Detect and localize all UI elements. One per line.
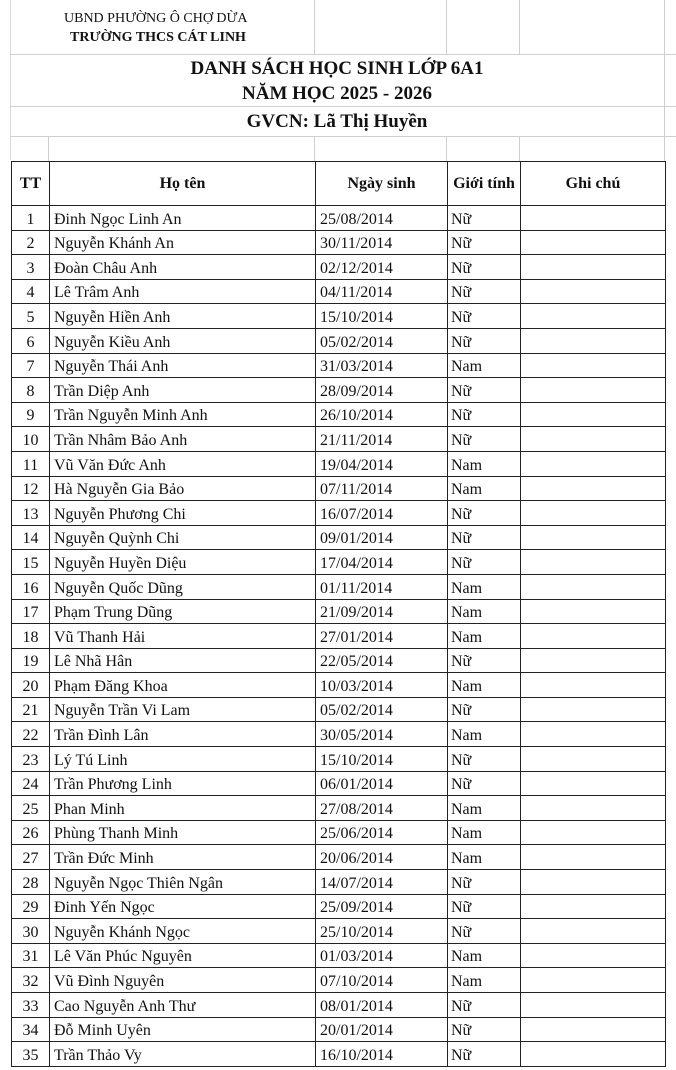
gridline — [519, 0, 520, 55]
cell-note — [521, 919, 666, 944]
cell-name: Nguyễn Huyền Diệu — [50, 550, 316, 575]
cell-tt: 19 — [12, 648, 50, 673]
table-row — [12, 525, 666, 550]
cell-dob: 27/08/2014 — [316, 796, 448, 821]
cell-tt: 3 — [12, 255, 50, 280]
cell-note — [521, 697, 666, 722]
cell-note — [521, 353, 666, 378]
gridline — [10, 54, 676, 55]
table-row — [12, 476, 666, 501]
cell-tt: 14 — [12, 525, 50, 550]
cell-tt: 25 — [12, 796, 50, 821]
table-row — [12, 574, 666, 599]
cell-note — [521, 894, 666, 919]
cell-dob: 07/11/2014 — [316, 476, 448, 501]
cell-note — [521, 599, 666, 624]
cell-gender: Nữ — [448, 402, 521, 427]
cell-note — [521, 501, 666, 526]
school-name: TRƯỜNG THCS CÁT LINH — [70, 30, 246, 45]
cell-dob: 25/09/2014 — [316, 894, 448, 919]
cell-gender: Nam — [448, 574, 521, 599]
cell-note — [521, 525, 666, 550]
cell-note — [521, 402, 666, 427]
cell-note — [521, 747, 666, 772]
cell-gender: Nam — [448, 673, 521, 698]
cell-dob: 04/11/2014 — [316, 279, 448, 304]
cell-name: Trần Đức Minh — [50, 845, 316, 870]
org-authority: UBND PHƯỜNG Ô CHỢ DỪA — [64, 11, 248, 26]
cell-name: Đinh Ngọc Linh An — [50, 206, 316, 231]
cell-dob: 25/06/2014 — [316, 820, 448, 845]
cell-note — [521, 845, 666, 870]
cell-dob: 27/01/2014 — [316, 624, 448, 649]
cell-name: Hà Nguyễn Gia Bảo — [50, 476, 316, 501]
cell-dob: 28/09/2014 — [316, 378, 448, 403]
cell-dob: 25/08/2014 — [316, 206, 448, 231]
cell-tt: 34 — [12, 1017, 50, 1042]
cell-tt: 10 — [12, 427, 50, 452]
cell-dob: 02/12/2014 — [316, 255, 448, 280]
cell-note — [521, 968, 666, 993]
cell-dob: 10/03/2014 — [316, 673, 448, 698]
cell-gender: Nữ — [448, 206, 521, 231]
homeroom-teacher: GVCN: Lã Thị Huyền — [246, 111, 428, 132]
cell-tt: 33 — [12, 993, 50, 1018]
cell-name: Lê Văn Phúc Nguyên — [50, 943, 316, 968]
cell-tt: 2 — [12, 230, 50, 255]
cell-tt: 11 — [12, 451, 50, 476]
table-row — [12, 501, 666, 526]
cell-tt: 6 — [12, 328, 50, 353]
cell-name: Nguyễn Trần Vi Lam — [50, 697, 316, 722]
cell-name: Nguyễn Ngọc Thiên Ngân — [50, 870, 316, 895]
table-row — [12, 279, 666, 304]
table-row — [12, 722, 666, 747]
table-row — [12, 328, 666, 353]
cell-gender: Nam — [448, 943, 521, 968]
cell-tt: 17 — [12, 599, 50, 624]
cell-tt: 24 — [12, 771, 50, 796]
cell-gender: Nữ — [448, 501, 521, 526]
cell-gender: Nam — [448, 820, 521, 845]
cell-tt: 16 — [12, 574, 50, 599]
gridline — [519, 137, 520, 161]
table-row — [12, 796, 666, 821]
cell-dob: 08/01/2014 — [316, 993, 448, 1018]
cell-name: Trần Thảo Vy — [50, 1042, 316, 1067]
table-row — [12, 206, 666, 231]
cell-note — [521, 427, 666, 452]
cell-tt: 31 — [12, 943, 50, 968]
cell-dob: 21/11/2014 — [316, 427, 448, 452]
cell-note — [521, 574, 666, 599]
table-row — [12, 624, 666, 649]
cell-tt: 26 — [12, 820, 50, 845]
cell-note — [521, 1017, 666, 1042]
cell-tt: 22 — [12, 722, 50, 747]
cell-dob: 01/11/2014 — [316, 574, 448, 599]
cell-name: Trần Nguyễn Minh Anh — [50, 402, 316, 427]
cell-name: Nguyễn Hiền Anh — [50, 304, 316, 329]
cell-gender: Nữ — [448, 1042, 521, 1067]
cell-name: Đỗ Minh Uyên — [50, 1017, 316, 1042]
cell-gender: Nam — [448, 451, 521, 476]
cell-dob: 30/11/2014 — [316, 230, 448, 255]
cell-note — [521, 796, 666, 821]
cell-tt: 29 — [12, 894, 50, 919]
cell-name: Phạm Trung Dũng — [50, 599, 316, 624]
cell-tt: 32 — [12, 968, 50, 993]
gridline — [10, 106, 676, 107]
table-row — [12, 402, 666, 427]
col-header-notes: Ghi chú — [521, 162, 666, 206]
cell-name: Phùng Thanh Minh — [50, 820, 316, 845]
document-title: DANH SÁCH HỌC SINH LỚP 6A1 — [190, 58, 484, 79]
cell-note — [521, 870, 666, 895]
cell-tt: 35 — [12, 1042, 50, 1067]
gridline — [10, 136, 676, 137]
cell-name: Phạm Đăng Khoa — [50, 673, 316, 698]
cell-name: Nguyễn Quốc Dũng — [50, 574, 316, 599]
cell-gender: Nữ — [448, 747, 521, 772]
table-row — [12, 845, 666, 870]
cell-dob: 30/05/2014 — [316, 722, 448, 747]
cell-tt: 20 — [12, 673, 50, 698]
table-row — [12, 599, 666, 624]
table-row — [12, 870, 666, 895]
cell-dob: 22/05/2014 — [316, 648, 448, 673]
col-header-name: Họ tên — [50, 162, 316, 206]
cell-note — [521, 624, 666, 649]
table-row — [12, 993, 666, 1018]
cell-name: Phan Minh — [50, 796, 316, 821]
cell-note — [521, 328, 666, 353]
cell-gender: Nữ — [448, 427, 521, 452]
gridline — [48, 137, 49, 161]
cell-name: Vũ Đình Nguyên — [50, 968, 316, 993]
cell-dob: 20/01/2014 — [316, 1017, 448, 1042]
table-row — [12, 304, 666, 329]
cell-tt: 5 — [12, 304, 50, 329]
cell-tt: 13 — [12, 501, 50, 526]
cell-tt: 27 — [12, 845, 50, 870]
col-header-dob: Ngày sinh — [316, 162, 448, 206]
table-row — [12, 673, 666, 698]
cell-tt: 4 — [12, 279, 50, 304]
cell-gender: Nữ — [448, 230, 521, 255]
cell-tt: 12 — [12, 476, 50, 501]
cell-note — [521, 722, 666, 747]
table-body — [12, 206, 666, 1067]
cell-name: Nguyễn Quỳnh Chi — [50, 525, 316, 550]
cell-gender: Nữ — [448, 304, 521, 329]
table-row — [12, 1017, 666, 1042]
cell-note — [521, 255, 666, 280]
cell-gender: Nữ — [448, 279, 521, 304]
table-row — [12, 894, 666, 919]
cell-dob: 15/10/2014 — [316, 747, 448, 772]
cell-gender: Nam — [448, 476, 521, 501]
cell-name: Nguyễn Phương Chi — [50, 501, 316, 526]
cell-name: Lê Nhã Hân — [50, 648, 316, 673]
cell-note — [521, 378, 666, 403]
cell-gender: Nữ — [448, 378, 521, 403]
cell-dob: 21/09/2014 — [316, 599, 448, 624]
cell-name: Lê Trâm Anh — [50, 279, 316, 304]
cell-note — [521, 673, 666, 698]
cell-tt: 28 — [12, 870, 50, 895]
cell-gender: Nữ — [448, 870, 521, 895]
cell-name: Cao Nguyễn Anh Thư — [50, 993, 316, 1018]
table-row — [12, 771, 666, 796]
cell-name: Trần Diệp Anh — [50, 378, 316, 403]
cell-note — [521, 206, 666, 231]
cell-name: Vũ Văn Đức Anh — [50, 451, 316, 476]
table-row — [12, 230, 666, 255]
cell-tt: 18 — [12, 624, 50, 649]
cell-name: Đinh Yến Ngọc — [50, 894, 316, 919]
table-row — [12, 943, 666, 968]
cell-dob: 05/02/2014 — [316, 328, 448, 353]
cell-gender: Nữ — [448, 919, 521, 944]
cell-name: Nguyễn Khánh Ngọc — [50, 919, 316, 944]
cell-gender: Nữ — [448, 697, 521, 722]
cell-dob: 19/04/2014 — [316, 451, 448, 476]
table-row — [12, 968, 666, 993]
cell-gender: Nữ — [448, 894, 521, 919]
cell-name: Trần Đình Lân — [50, 722, 316, 747]
cell-note — [521, 451, 666, 476]
cell-name: Đoàn Châu Anh — [50, 255, 316, 280]
cell-note — [521, 304, 666, 329]
cell-gender: Nữ — [448, 550, 521, 575]
table-row — [12, 697, 666, 722]
cell-dob: 17/04/2014 — [316, 550, 448, 575]
cell-name: Nguyễn Kiều Anh — [50, 328, 316, 353]
cell-gender: Nữ — [448, 525, 521, 550]
cell-dob: 06/01/2014 — [316, 771, 448, 796]
cell-tt: 8 — [12, 378, 50, 403]
cell-dob: 16/07/2014 — [316, 501, 448, 526]
cell-gender: Nam — [448, 845, 521, 870]
cell-dob: 16/10/2014 — [316, 1042, 448, 1067]
cell-note — [521, 820, 666, 845]
cell-note — [521, 993, 666, 1018]
gridline — [314, 137, 315, 161]
table-row — [12, 919, 666, 944]
cell-tt: 23 — [12, 747, 50, 772]
cell-gender: Nam — [448, 353, 521, 378]
student-table — [11, 161, 666, 1067]
cell-dob: 01/03/2014 — [316, 943, 448, 968]
cell-dob: 15/10/2014 — [316, 304, 448, 329]
cell-dob: 14/07/2014 — [316, 870, 448, 895]
cell-dob: 20/06/2014 — [316, 845, 448, 870]
cell-name: Vũ Thanh Hải — [50, 624, 316, 649]
table-row — [12, 378, 666, 403]
cell-note — [521, 279, 666, 304]
cell-gender: Nam — [448, 599, 521, 624]
cell-gender: Nam — [448, 968, 521, 993]
gridline — [314, 0, 315, 55]
cell-note — [521, 550, 666, 575]
col-header-tt: TT — [12, 162, 50, 206]
cell-gender: Nữ — [448, 648, 521, 673]
cell-name: Trần Nhâm Bảo Anh — [50, 427, 316, 452]
cell-dob: 31/03/2014 — [316, 353, 448, 378]
cell-name: Trần Phương Linh — [50, 771, 316, 796]
col-header-gender: Giới tính — [448, 162, 521, 206]
cell-gender: Nam — [448, 796, 521, 821]
table-row — [12, 820, 666, 845]
table-row — [12, 648, 666, 673]
cell-tt: 30 — [12, 919, 50, 944]
cell-note — [521, 943, 666, 968]
cell-gender: Nữ — [448, 771, 521, 796]
cell-dob: 05/02/2014 — [316, 697, 448, 722]
table-row — [12, 353, 666, 378]
table-row — [12, 255, 666, 280]
school-year: NĂM HỌC 2025 - 2026 — [242, 83, 432, 104]
cell-name: Lý Tú Linh — [50, 747, 316, 772]
table-row — [12, 1042, 666, 1067]
cell-dob: 09/01/2014 — [316, 525, 448, 550]
cell-name: Nguyễn Thái Anh — [50, 353, 316, 378]
cell-tt: 21 — [12, 697, 50, 722]
cell-tt: 1 — [12, 206, 50, 231]
table-row — [12, 550, 666, 575]
cell-tt: 15 — [12, 550, 50, 575]
cell-tt: 7 — [12, 353, 50, 378]
cell-name: Nguyễn Khánh An — [50, 230, 316, 255]
cell-note — [521, 476, 666, 501]
gridline — [446, 137, 447, 161]
table-header-row — [12, 162, 666, 206]
cell-note — [521, 1042, 666, 1067]
cell-gender: Nữ — [448, 993, 521, 1018]
cell-note — [521, 230, 666, 255]
cell-dob: 26/10/2014 — [316, 402, 448, 427]
cell-dob: 25/10/2014 — [316, 919, 448, 944]
cell-note — [521, 648, 666, 673]
table-row — [12, 451, 666, 476]
table-row — [12, 747, 666, 772]
cell-gender: Nam — [448, 722, 521, 747]
cell-gender: Nữ — [448, 328, 521, 353]
cell-tt: 9 — [12, 402, 50, 427]
cell-dob: 07/10/2014 — [316, 968, 448, 993]
cell-note — [521, 771, 666, 796]
cell-gender: Nam — [448, 624, 521, 649]
cell-gender: Nữ — [448, 255, 521, 280]
table-row — [12, 427, 666, 452]
cell-gender: Nữ — [448, 1017, 521, 1042]
gridline — [446, 0, 447, 55]
